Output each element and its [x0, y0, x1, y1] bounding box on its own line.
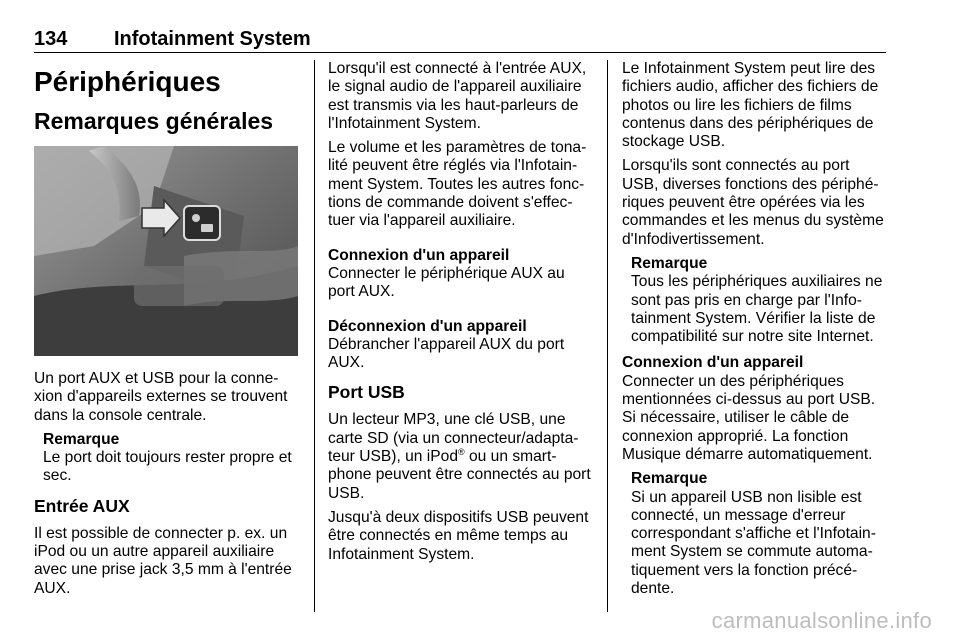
volume-paragraph: Le volume et les paramètres de tona-lité peuvent être réglés via l'Infotain-ment System. Toutes les autres fonc-tions de commande doivent s'effec-tuer via l'appareil auxiliaire. [328, 139, 587, 230]
note-box [631, 470, 890, 598]
aux-signal-paragraph: Lorsqu'il est connecté à l'entrée AUX, le signal audio de l'appareil auxiliaire est transmis via les haut-parleurs de l'Infotainment System. [328, 60, 587, 132]
connect-title: Connexion d'un appareil [328, 246, 510, 264]
page-header [34, 26, 886, 53]
console-aux-usb-photo [34, 146, 298, 356]
note-title: Remarque [43, 430, 120, 448]
header-title: Infotainment System [114, 28, 311, 50]
disconnect-text: Débrancher l'appareil AUX du port AUX. [328, 335, 565, 372]
usb-paragraph-2: Jusqu'à deux dispositifs USB peuvent être connectés en même temps au Infotainment System. [328, 508, 589, 563]
section-heading: Périphériques [34, 66, 221, 97]
note-text: Si un appareil USB non lisible est connecté, un message d'erreur correspondant s'affiche et l'Infotain-ment System se commute automa-tiquement vers la fonction précé-dente. [631, 488, 876, 598]
usb-paragraph: Un lecteur MP3, une clé USB, une carte SD (via un connecteur/adapta-teur USB), un iPod® ou un smart-phone peuvent être connectés au port USB. [328, 411, 591, 502]
column-3 [622, 60, 890, 606]
aux-heading: Entrée AUX [34, 495, 130, 516]
usb-heading: Port USB [328, 382, 405, 403]
note-text: Tous les périphériques auxiliaires ne sont pas pris en charge par l'Info-tainment System. Vérifier la liste de compatibilité sur notre site Internet. [631, 273, 883, 346]
usb-capabilities-paragraph: Le Infotainment System peut lire des fichiers audio, afficher des fichiers de photos ou lire les fichiers de films contenus dans des périphériques de stockage USB. [622, 60, 879, 151]
column-2 [328, 60, 594, 570]
column-divider [607, 60, 608, 612]
column-divider [314, 60, 315, 612]
connect-text: Connecter un des périphériques mentionnées ci-dessus au port USB. Si nécessaire, utiliser le câble de connexion approprié. La fonction Musique démarre automatiquement. [622, 372, 876, 463]
subsection-heading: Remarques générales [34, 108, 274, 134]
connect-title: Connexion d'un appareil [622, 354, 804, 372]
watermark: carmanualsonline.info [711, 608, 932, 633]
connect-text: Connecter le périphérique AUX au port AUX. [328, 264, 565, 301]
intro-paragraph: Un port AUX et USB pour la conne-xion d'appareils externes se trouvent dans la console centrale. [34, 370, 288, 424]
note-title: Remarque [631, 254, 708, 272]
note-text: Le port doit toujours rester propre et sec. [43, 449, 292, 485]
usb-functions-paragraph: Lorsqu'ils sont connectés au port USB, diverses fonctions des périphé-riques peuvent être opérées via les commandes et les menus du système d'Infodivertissement. [622, 157, 884, 248]
note-title: Remarque [631, 470, 708, 488]
note-box [43, 431, 304, 486]
disconnect-title: Déconnexion d'un appareil [328, 317, 527, 335]
note-box [631, 255, 890, 346]
aux-paragraph: Il est possible de connecter p. ex. un iPod ou un autre appareil auxiliaire avec une prise jack 3,5 mm à l'entrée AUX. [34, 524, 292, 597]
column-1 [34, 60, 304, 604]
page-number: 134 [34, 28, 68, 50]
